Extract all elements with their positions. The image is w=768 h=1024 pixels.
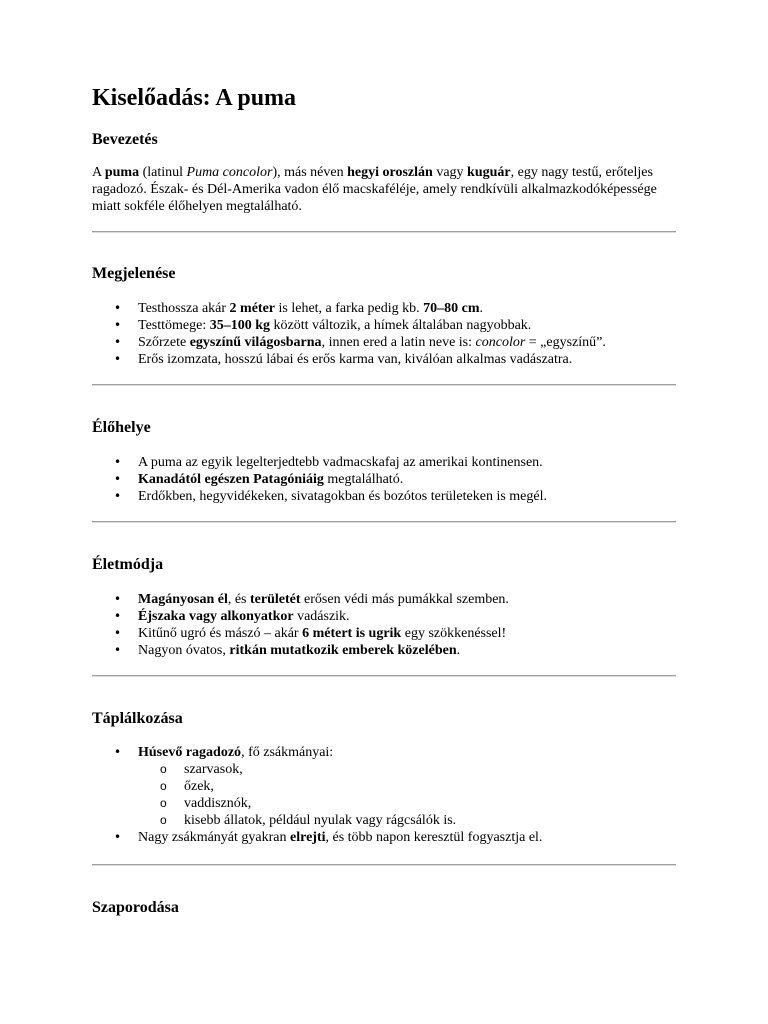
page-title: Kiselőadás: A puma <box>92 85 297 111</box>
list-item: • Kitűnő ugró és mászó – akár 6 métert is ugrik egy szökkenéssel! <box>92 625 676 642</box>
heading-appearance: Megjelenése <box>92 265 176 282</box>
divider <box>92 675 676 677</box>
divider <box>92 231 676 233</box>
list-item: • Nagy zsákmányát gyakran elrejti, és több napon keresztül fogyasztja el. <box>92 829 676 846</box>
lifestyle-list <box>92 591 676 659</box>
diet-list <box>92 744 676 846</box>
list-item: • Erős izomzata, hosszú lábai és erős karma van, kiválóan alkalmas vadászatra. <box>92 351 676 368</box>
sublist-item: o kisebb állatok, például nyulak vagy rágcsálók is. <box>138 812 676 829</box>
list-item: • Testhossza akár 2 méter is lehet, a farka pedig kb. 70–80 cm. <box>92 300 676 317</box>
list-item: • Kanadától egészen Patagóniáig megtalálható. <box>92 471 676 488</box>
list-item: • Nagyon óvatos, ritkán mutatkozik emberek közelében. <box>92 642 676 659</box>
list-item: • Magányosan él, és területét erősen védi más pumákkal szemben. <box>92 591 676 608</box>
sublist-item: o vaddisznók, <box>138 795 676 812</box>
list-item: • Testtömege: 35–100 kg között változik, a hímek általában nagyobbak. <box>92 317 676 334</box>
list-item: • Erdőkben, hegyvidékeken, sivatagokban és bozótos területeken is megél. <box>92 488 676 505</box>
divider <box>92 521 676 523</box>
heading-habitat: Élőhelye <box>92 419 151 436</box>
list-item: • Húsevő ragadozó, fő zsákmányai: o szarvasok, o őzek, o vaddisznók, o kisebb állatok, például nyulak vagy rágcsálók is. <box>92 744 676 829</box>
sublist-item: o szarvasok, <box>138 761 676 778</box>
habitat-list <box>92 454 676 505</box>
heading-lifestyle: Életmódja <box>92 556 164 573</box>
list-item: • Éjszaka vagy alkonyatkor vadászik. <box>92 608 676 625</box>
prey-sublist <box>138 761 676 829</box>
intro-paragraph: A puma (latinul Puma concolor), más néven hegyi oroszlán vagy kuguár, egy nagy testű, erőteljes ragadozó. Észak- és Dél-Amerika vadon élő macskaféléje, amely rendkívüli alkalmazkodóképessége miatt sokféle élőhelyen megtalálható. <box>92 165 657 214</box>
heading-diet: Táplálkozása <box>92 710 183 727</box>
divider <box>92 864 676 866</box>
heading-reproduction: Szaporodása <box>92 899 179 916</box>
divider <box>92 384 676 386</box>
heading-intro: Bevezetés <box>92 131 158 148</box>
appearance-list <box>92 300 676 368</box>
list-item: • A puma az egyik legelterjedtebb vadmacskafaj az amerikai kontinensen. <box>92 454 676 471</box>
sublist-item: o őzek, <box>138 778 676 795</box>
list-item: • Szőrzete egyszínű világosbarna, innen ered a latin neve is: concolor = „egyszínű”. <box>92 334 676 351</box>
